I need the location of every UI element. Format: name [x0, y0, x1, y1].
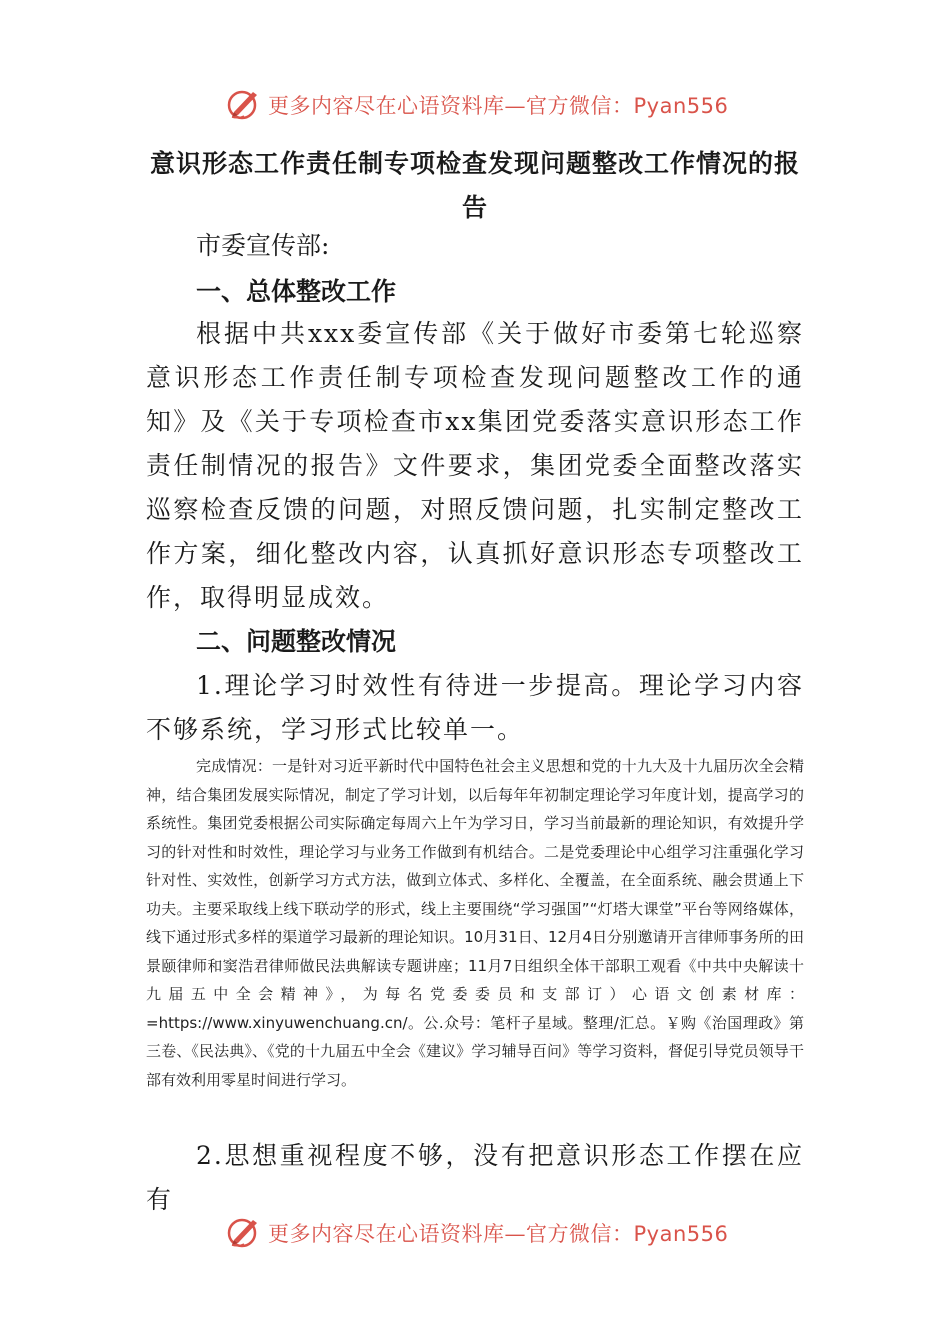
- salutation: 市委宣传部:: [196, 231, 330, 260]
- issue-item-2-title: 2.思想重视程度不够，没有把意识形态工作摆在应有: [146, 1141, 804, 1214]
- section-heading-2: 二、问题整改情况: [196, 627, 397, 656]
- watermark-wechat-id: Pyan556: [633, 94, 729, 118]
- watermark-text: 更多内容尽在心语资料库—官方微信：Pyan556: [268, 1222, 729, 1246]
- document-title: 意识形态工作责任制专项检查发现问题整改工作情况的报告: [150, 149, 801, 222]
- watermark-text: 更多内容尽在心语资料库—官方微信：Pyan556: [268, 94, 729, 118]
- watermark-wechat-id: Pyan556: [633, 1222, 729, 1246]
- section-1-paragraph: 根据中共xxx委宣传部《关于做好市委第七轮巡察意识形态工作责任制专项检查发现问题整改工作的通知》及《关于专项检查市xx集团党委落实意识形态工作责任制情况的报告》文件要求，集团党委全面整改落实巡察检查反馈的问题，对照反馈问题，扎实制定整改工作方案，细化整改内容，认真抓好意识形态专项整改工作，取得明显成效。: [146, 319, 804, 612]
- issue-item-1-completion: 完成情况：一是针对习近平新时代中国特色社会主义思想和党的十九大及十九届历次全会精神，结合集团发展实际情况，制定了学习计划，以后每年年初制定理论学习年度计划，提高学习的系统性。集团党委根据公司实际确定每周六上午为学习日，学习当前最新的理论知识，有效提升学习的针对性和时效性，理论学习与业务工作做到有机结合。二是党委理论中心组学习注重强化学习针对性、实效性，创新学习方式方法，做到立体式、多样化、全覆盖，在全面系统、融会贯通上下功夫。主要采取线上线下联动学的形式，线上主要围绕“学习强国”“灯塔大课堂”平台等网络媒体，线下通过形式多样的渠道学习最新的理论知识。10月31日、12月4日分别邀请开言律师事务所的田景颐律师和窦浩君律师做民法典解读专题讲座；11月7日组织全体干部职工观看《中共中央解读十九届五中全会精神》，为每名党委委员和支部订）心语文创素材库：=https://www.xinyuwenchuang.cn/。公.众号：笔杆子星域。整理/汇总。￥购《治国理政》第三卷、《民法典》、《党的十九届五中全会《建议》学习辅导百问》等学习资料，督促引导党员领导干部有效利用零星时间进行学习。: [146, 757, 804, 1089]
- watermark-header: [0, 84, 950, 124]
- section-heading-1: 一、总体整改工作: [196, 277, 397, 306]
- pen-logo-icon: [226, 1214, 262, 1250]
- issue-item-1-title: 1.理论学习时效性有待进一步提高。理论学习内容不够系统，学习形式比较单一。: [146, 671, 804, 744]
- watermark-footer: [0, 1212, 950, 1252]
- pen-logo-icon: [226, 86, 262, 122]
